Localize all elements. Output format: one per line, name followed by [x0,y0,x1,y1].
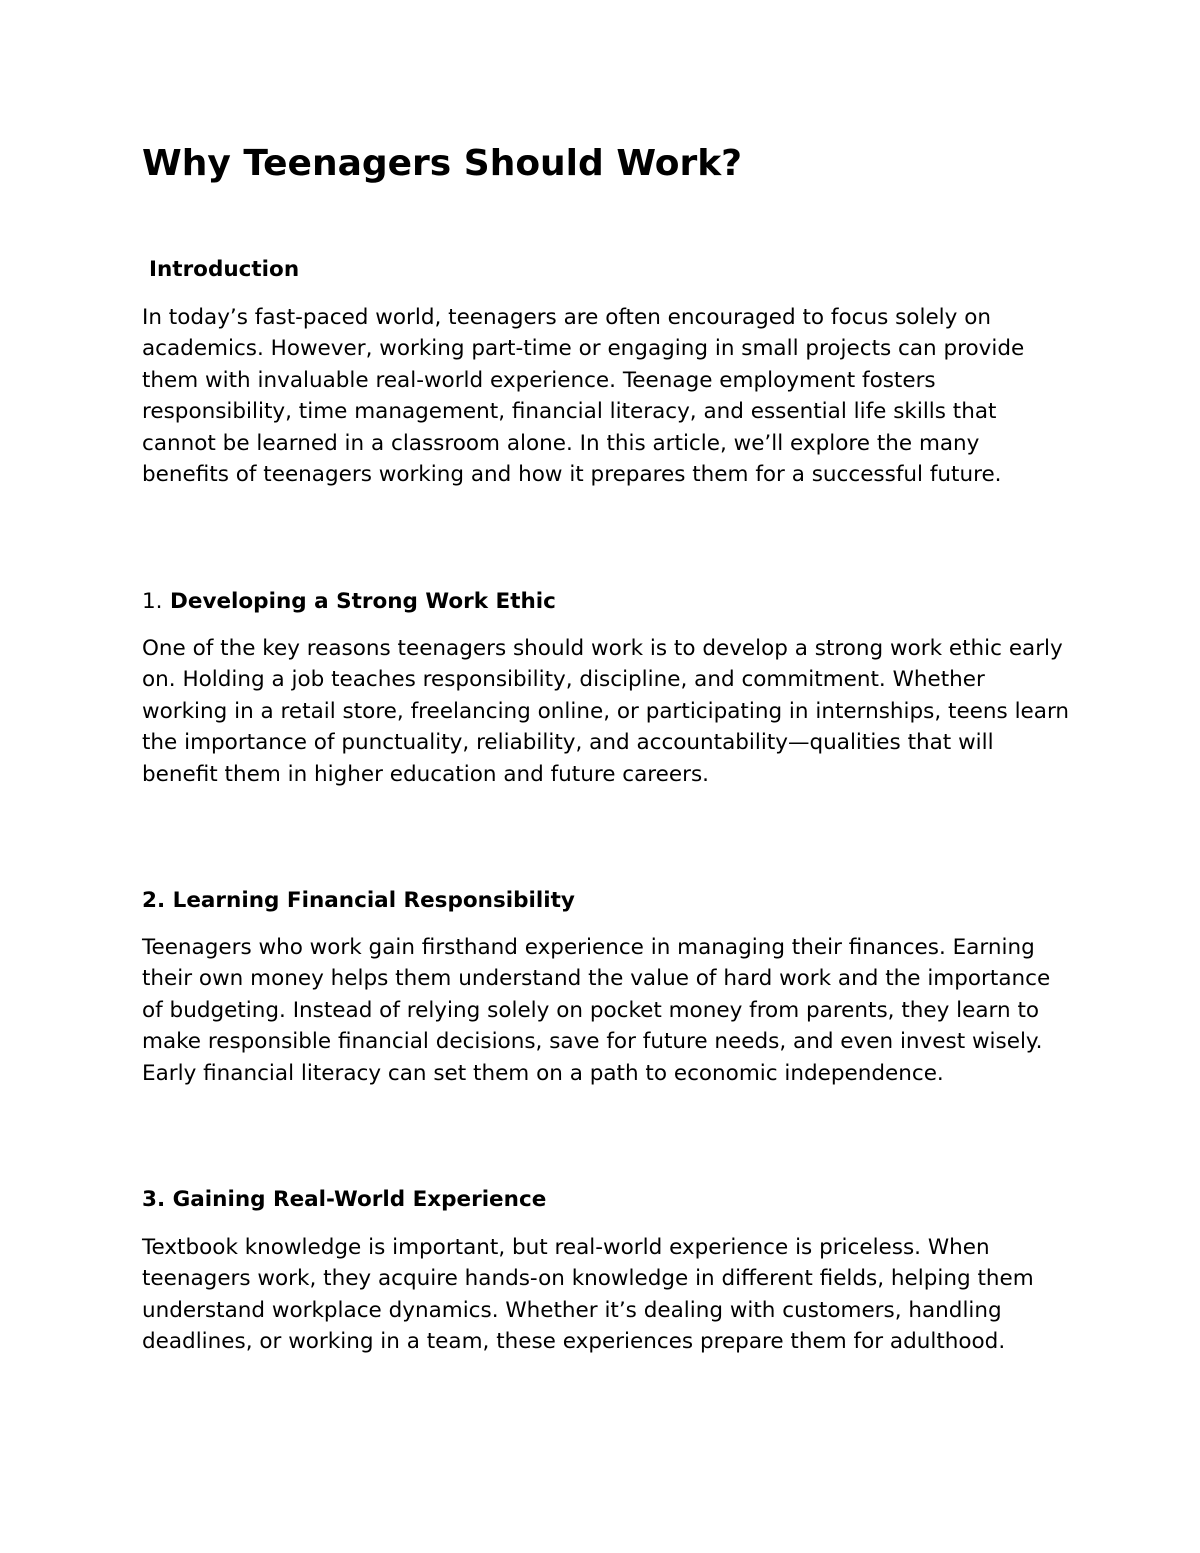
section-heading-3 [142,1184,546,1216]
intro-heading: Introduction [149,257,300,282]
document-title: Why Teenagers Should Work? [142,143,743,184]
section-heading-2 [142,885,575,917]
section-number: 1. [142,589,163,614]
section-heading-1 [142,586,556,618]
section-paragraph-1: One of the key reasons teenagers should work is to develop a strong work ethic early on. Holding a job teaches responsibility, discipline, and commitment. Whether working in a retail store, freelancing online, or participating in internships, teens learn the importance of punctuality, reliability, and accountability—qualities that will benefit them in higher education and future careers. [142,636,1070,787]
section-title: Gaining Real-World Experience [172,1187,547,1212]
section-paragraph-2: Teenagers who work gain firsthand experience in managing their finances. Earning their own money helps them understand the value of hard work and the importance of budgeting. Instead of relying solely on pocket money from parents, they learn to make responsible financial decisions, save for future needs, and even invest wisely. Early financial literacy can set them on a path to economic independence. [142,935,1051,1086]
section-paragraph-3: Textbook knowledge is important, but real-world experience is priceless. When teenagers work, they acquire hands-on knowledge in different fields, helping them understand workplace dynamics. Whether it’s dealing with customers, handling deadlines, or working in a team, these experiences prepare them for adulthood. [142,1235,1034,1355]
section-title: Learning Financial Responsibility [172,888,575,913]
intro-paragraph: In today’s fast-paced world, teenagers are often encouraged to focus solely on academics. However, working part-time or engaging in small projects can provide them with invaluable real-world experience. Teenage employment fosters responsibility, time management, financial literacy, and essential life skills that cannot be learned in a classroom alone. In this article, we’ll explore the many benefits of teenagers working and how it prepares them for a successful future. [142,305,1025,488]
section-number: 3. [142,1187,166,1212]
section-number: 2. [142,888,166,913]
section-title: Developing a Strong Work Ethic [170,589,556,614]
